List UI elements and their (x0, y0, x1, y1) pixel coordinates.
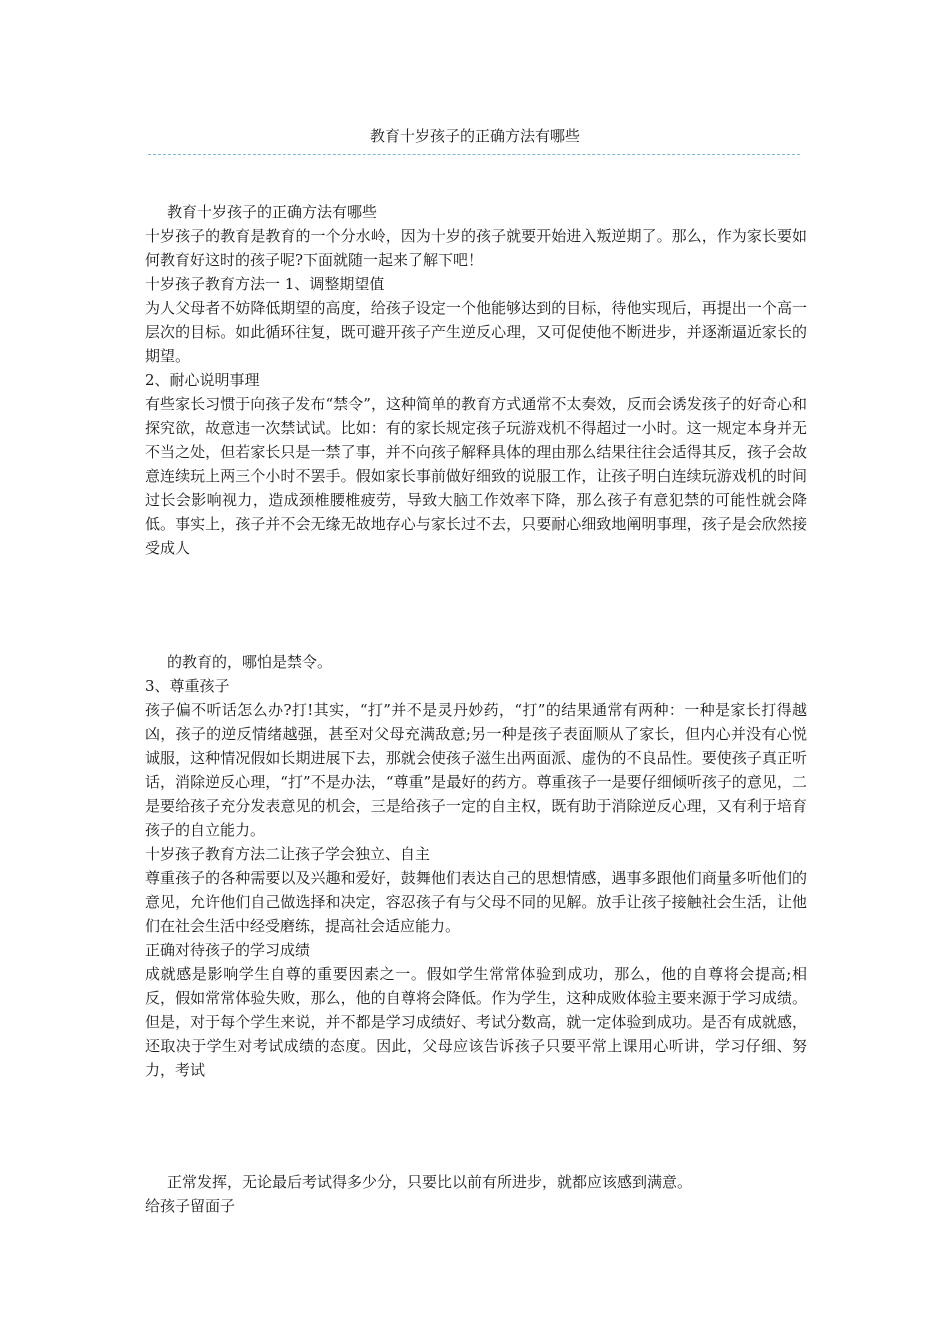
header-dashed-rule (148, 154, 800, 155)
paragraph-expectation: 为人父母者不妨降低期望的高度，给孩子设定一个他能够达到的目标，待他实现后，再提出一个高一层次的目标。如此循环往复，既可避开孩子产生逆反心理，又可促使他不断进步，并逐渐逼近家长的期望。 (145, 299, 807, 365)
paragraph-continuation-2: 正常发挥，无论最后考试得多少分，只要比以前有所进步，就都应该感到满意。 (167, 1173, 693, 1191)
text-block-1 (145, 200, 807, 560)
heading-patience: 2、耐心说明事理 (145, 371, 260, 389)
paragraph-patience: 有些家长习惯于向孩子发布“禁令”，这种简单的教育方式通常不太奏效，反而会诱发孩子的好奇心和探究欲，故意违一次禁试试。比如：有的家长规定孩子玩游戏机不得超过一小时。这一规定本身并无不当之处，但若家长只是一禁了事，并不向孩子解释具体的理由那么结果往往会适得其反，孩子会故意连续玩上两三个小时不罢手。假如家长事前做好细致的说服工作，让孩子明白连续玩游戏机的时间过长会影响视力，造成颈椎腰椎疲劳，导致大脑工作效率下降，那么孩子有意犯禁的可能性就会降低。事实上，孩子并不会无缘无故地存心与家长过不去，只要耐心细致地阐明事理，孩子是会欣然接受成人 (145, 395, 807, 557)
paragraph-independence: 尊重孩子的各种需要以及兴趣和爱好，鼓舞他们表达自己的思想情感，遇事多跟他们商量多听他们的意见，允许他们自己做选择和决定，容忍孩子有与父母不同的见解。放手让孩子接触社会生活，让他们在社会生活中经受磨练，提高社会适应能力。 (145, 869, 807, 935)
heading-method-2: 十岁孩子教育方法二让孩子学会独立、自主 (145, 845, 431, 863)
heading-respect: 3、尊重孩子 (145, 677, 230, 695)
paragraph-respect: 孩子偏不听话怎么办?打!其实，“打”并不是灵丹妙药，“打”的结果通常有两种：一种是家长打得越凶，孩子的逆反情绪越强，甚至对父母充满敌意;另一种是孩子表面顺从了家长，但内心并没有心悦诚服，这种情况假如长期进展下去，那就会使孩子滋生出两面派、虚伪的不良品性。要使孩子真正听话，消除逆反心理，“打”不是办法，“尊重”是最好的药方。尊重孩子一是要仔细倾听孩子的意见，二是要给孩子充分发表意见的机会，三是给孩子一定的自主权，既有助于消除逆反心理，又有利于培育孩子的自立能力。 (145, 701, 807, 839)
heading-method-1: 十岁孩子教育方法一 1、调整期望值 (145, 275, 385, 293)
paragraph-intro: 十岁孩子的教育是教育的一个分水岭，因为十岁的孩子就要开始进入叛逆期了。那么，作为家长要如何教育好这时的孩子呢?下面就随一起来了解下吧！ (145, 227, 807, 269)
page-header-title: 教育十岁孩子的正确方法有哪些 (369, 127, 580, 145)
paragraph-doc-title: 教育十岁孩子的正确方法有哪些 (167, 203, 378, 221)
text-block-2 (145, 650, 807, 1082)
heading-grades: 正确对待孩子的学习成绩 (145, 941, 311, 959)
heading-face: 给孩子留面子 (145, 1197, 236, 1215)
paragraph-continuation: 的教育的，哪怕是禁令。 (167, 653, 333, 671)
paragraph-grades: 成就感是影响学生自尊的重要因素之一。假如学生常常体验到成功，那么，他的自尊将会提高;相反，假如常常体验失败，那么，他的自尊将会降低。作为学生，这种成败体验主要来源于学习成绩。但是，对于每个学生来说，并不都是学习成绩好、考试分数高，就一定体验到成功。是否有成就感，还取决于学生对考试成绩的态度。因此，父母应该告诉孩子只要平常上课用心听讲，学习仔细、努力，考试 (145, 965, 807, 1079)
text-block-3 (145, 1170, 807, 1218)
